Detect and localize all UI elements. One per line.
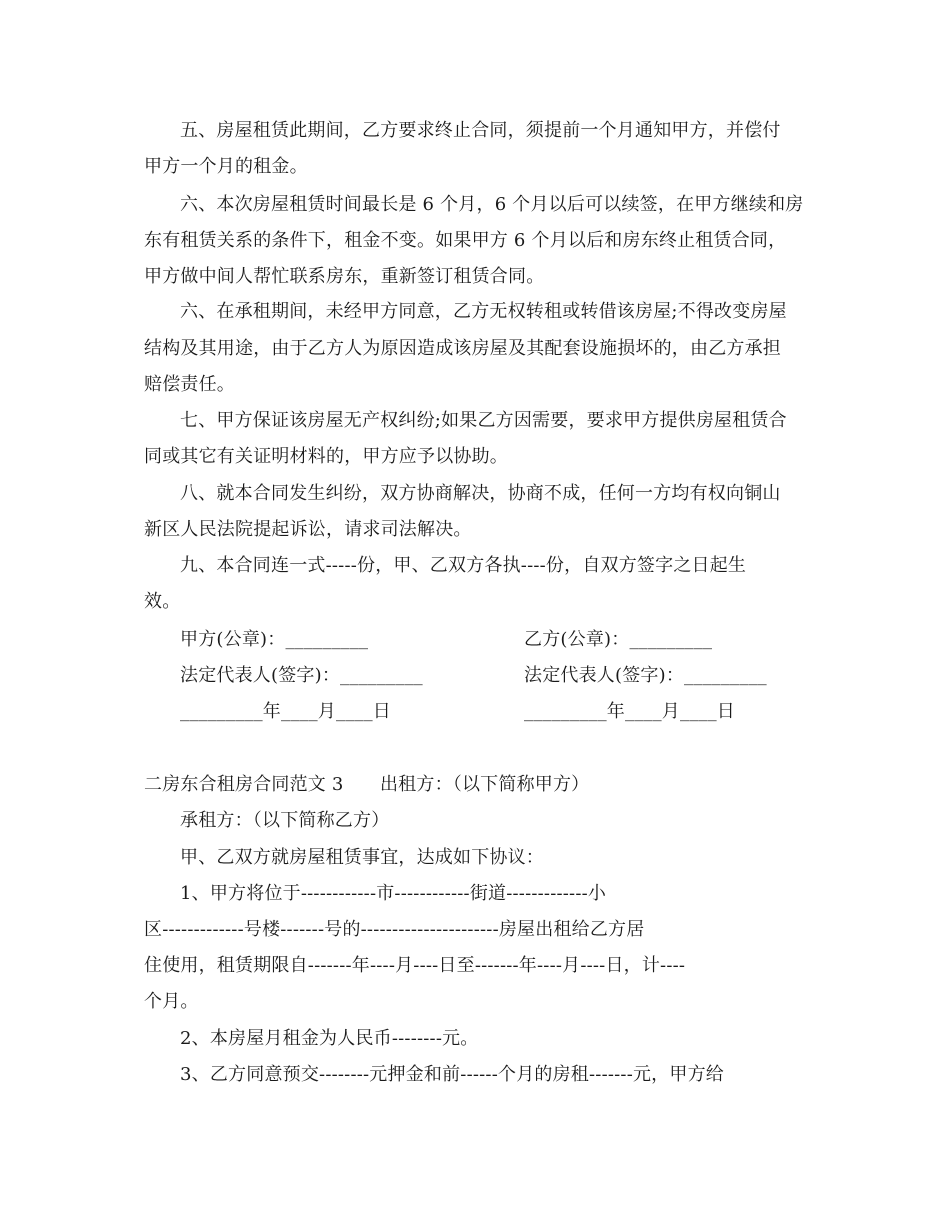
party-b-representative-field: 法定代表人(签字)：_________	[524, 665, 767, 686]
item-1-line-4: 个月。	[144, 991, 199, 1012]
clause-6a-line-2: 东有租赁关系的条件下，租金不变。如果甲方 6 个月以后和房东终止租赁合同，	[144, 230, 787, 251]
item-3-line-1: 3、乙方同意预交--------元押金和前------个月的房租-------元，甲方给	[180, 1064, 724, 1085]
party-b-date-field: _________年____月____日	[524, 701, 735, 722]
party-a-representative-field: 法定代表人(签字)：_________	[180, 665, 423, 686]
lessee-line: 承租方：（以下简称乙方）	[180, 810, 390, 831]
party-b-seal-field: 乙方(公章)：_________	[524, 629, 713, 650]
clause-9-line-1: 九、本合同连一式-----份，甲、乙双方各执----份，自双方签字之日起生	[180, 555, 747, 576]
item-1-line-2: 区-------------号楼-------号的----------------------房屋出租给乙方居	[144, 919, 645, 940]
clause-5-line-2: 甲方一个月的租金。	[144, 156, 308, 177]
clause-8-line-1: 八、就本合同发生纠纷，双方协商解决，协商不成，任何一方均有权向铜山	[180, 483, 781, 504]
item-1-line-3: 住使用，租赁期限自-------年----月----日至-------年----月----日，计----	[144, 955, 686, 976]
party-a-seal-field: 甲方(公章)：_________	[180, 629, 369, 650]
clause-9-line-2: 效。	[144, 591, 181, 612]
clause-6b-line-1: 六、在承租期间，未经甲方同意，乙方无权转租或转借该房屋;不得改变房屋	[180, 301, 787, 322]
section-3-heading: 二房东合租房合同范文 3 出租方：（以下简称甲方）	[144, 774, 590, 795]
clause-6a-line-1: 六、本次房屋租赁时间最长是 6 个月，6 个月以后可以续签，在甲方继续和房	[180, 194, 804, 215]
clause-7-line-2: 同或其它有关证明材料的，甲方应予以协助。	[144, 446, 508, 467]
clause-7-line-1: 七、甲方保证该房屋无产权纠纷;如果乙方因需要，要求甲方提供房屋租赁合	[180, 410, 787, 431]
clause-6b-line-3: 赔偿责任。	[144, 374, 235, 395]
clause-5-line-1: 五、房屋租赁此期间，乙方要求终止合同，须提前一个月通知甲方，并偿付	[180, 120, 781, 141]
item-2: 2、本房屋月租金为人民币--------元。	[180, 1028, 479, 1049]
clause-6a-line-3: 甲方做中间人帮忙联系房东，重新签订租赁合同。	[144, 266, 545, 287]
party-a-date-field: _________年____月____日	[180, 701, 391, 722]
clause-6b-line-2: 结构及其用途，由于乙方人为原因造成该房屋及其配套设施损坏的，由乙方承担	[144, 338, 781, 359]
item-1-line-1: 1、甲方将位于------------市------------街道-------------小	[180, 883, 607, 904]
agreement-intro: 甲、乙双方就房屋租赁事宜，达成如下协议：	[180, 847, 544, 868]
clause-8-line-2: 新区人民法院提起诉讼，请求司法解决。	[144, 519, 472, 540]
